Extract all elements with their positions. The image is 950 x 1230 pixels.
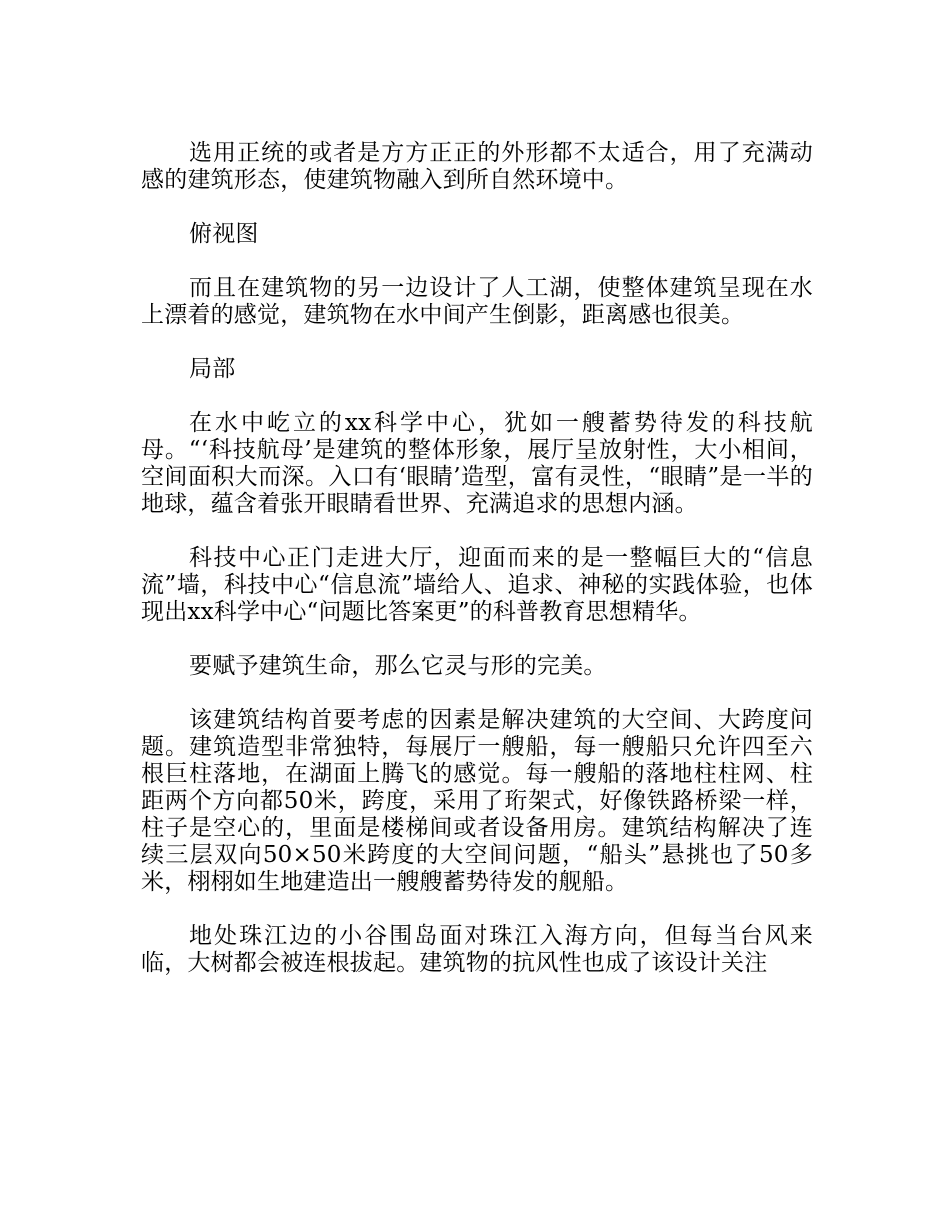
paragraph-structure: 该建筑结构首要考虑的因素是解决建筑的大空间、大跨度问题。建筑造型非常独特，每展厅一艘船，每一艘船只允许四至六根巨柱落地，在湖面上腾飞的感觉。每一艘船的落地柱柱网、柱距两个方向都50米，跨度，采用了珩架式，好像铁路桥梁一样，柱子是空心的，里面是楼梯间或者设备用房。建筑结构解决了连续三层双向50×50米跨度的大空间问题，“船头”悬挑也了50多米，栩栩如生地建造出一艘艘蓄势待发的舰船。 bbox=[141, 707, 813, 895]
paragraph-science-carrier: 在水中屹立的xx科学中心，犹如一艘蓄势待发的科技航母。“‘科技航母’是建筑的整体形象，展厅呈放射性，大小相间，空间面积大而深。入口有‘眼睛’造型，富有灵性，“眼睛”是一半的地球，蕴含着张开眼睛看世界、充满追求的思想内涵。 bbox=[141, 410, 813, 517]
paragraph-detail-caption: 局部 bbox=[189, 356, 236, 382]
paragraph-form-selection: 选用正统的或者是方方正正的外形都不太适合，用了充满动感的建筑形态，使建筑物融入到所自然环境中。 bbox=[141, 140, 813, 193]
paragraph-information-wall: 科技中心正门走进大厅，迎面而来的是一整幅巨大的“信息流”墙，科技中心“信息流”墙给人、追求、神秘的实践体验，也体现出xx科学中心“问题比答案更”的科普教育思想精华。 bbox=[141, 545, 813, 625]
paragraph-building-life: 要赋予建筑生命，那么它灵与形的完美。 bbox=[189, 653, 607, 679]
paragraph-artificial-lake: 而且在建筑物的另一边设计了人工湖，使整体建筑呈现在水上漂着的感觉，建筑物在水中间产生倒影，距离感也很美。 bbox=[141, 275, 813, 328]
paragraph-wind-resistance: 地处珠江边的小谷围岛面对珠江入海方向，但每当台风来临，大树都会被连根拔起。建筑物的抗风性也成了该设计关注 bbox=[141, 923, 813, 976]
document-body bbox=[141, 140, 813, 977]
paragraph-top-view-caption: 俯视图 bbox=[189, 221, 259, 247]
